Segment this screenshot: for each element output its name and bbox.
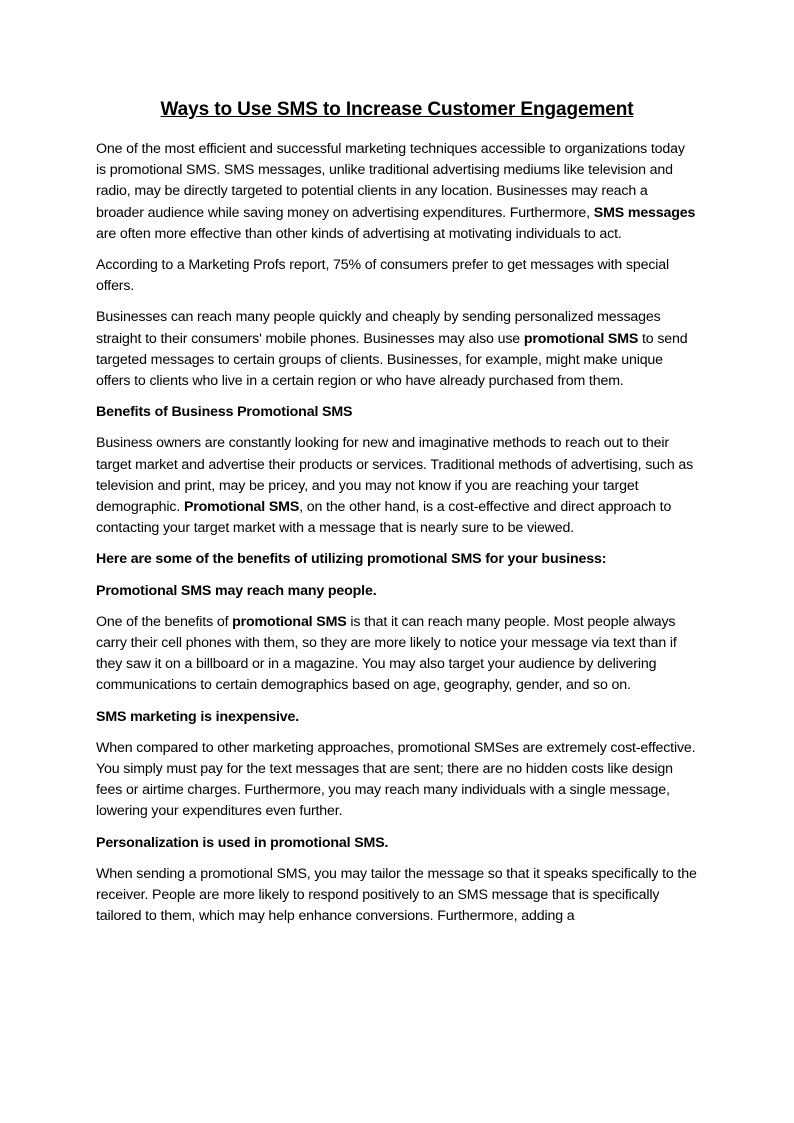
reach-benefit-paragraph — [96, 612, 698, 697]
report-paragraph: According to a Marketing Profs report, 75% of consumers prefer to get messages with special offers. — [96, 257, 670, 295]
text-run: Businesses can reach many people quickly and cheaply by sending personalized messages straight to their consumers' mobile phones. Businesses may also use — [96, 309, 661, 347]
text-run: to send targeted messages to certain groups of clients. Businesses, for example, might make unique offers to clients who live in a certain region or who have already purchased from them. — [96, 330, 688, 390]
document-body — [96, 97, 698, 938]
bold-term: promotional SMS — [523, 330, 639, 347]
bold-term: promotional SMS — [232, 613, 347, 630]
bold-term: SMS messages — [593, 204, 696, 221]
text-run: are often more effective than other kinds of advertising at motivating individuals to act. — [96, 225, 622, 242]
text-run: Business owners are constantly looking for new and imaginative methods to reach out to their target market and advertise their products or services. Traditional methods of advertising, such as television and print, may be pricey, and you may not know if you are reaching your target demographic. — [96, 435, 694, 516]
text-run: One of the benefits of — [96, 613, 233, 630]
section-heading-list-intro: Here are some of the benefits of utilizing promotional SMS for your business: — [96, 551, 607, 568]
subheading-personalization: Personalization is used in promotional SMS. — [96, 834, 389, 851]
subheading-inexpensive: SMS marketing is inexpensive. — [96, 708, 300, 725]
text-run: , on the other hand, is a cost-effective and direct approach to contacting your target market with a message that is nearly sure to be viewed. — [96, 499, 672, 537]
cost-paragraph: When compared to other marketing approaches, promotional SMSes are extremely cost-effective. You simply must pay for the text messages that are sent; there are no hidden costs like design fees or airtime charges. Furthermore, you may reach many individuals with a single message, lowering your expenditures even further. — [96, 739, 696, 820]
personalization-paragraph: When sending a promotional SMS, you may tailor the message so that it speaks specifically to the receiver. People are more likely to respond positively to an SMS message that is specifically tailored to them, which may help enhance conversions. Furthermore, adding a — [96, 865, 697, 925]
bold-term: Promotional SMS — [183, 499, 300, 516]
owners-paragraph — [96, 433, 698, 539]
page-title: Ways to Use SMS to Increase Customer Engagement — [160, 99, 634, 120]
text-run: One of the most efficient and successful marketing techniques accessible to organizations today is promotional SMS. SMS messages, unlike traditional advertising mediums like television and radio, may be directly targeted to potential clients in any location. Businesses may reach a broader audience while saving money on advertising expenditures. Furthermore, — [96, 141, 685, 221]
reach-paragraph — [96, 307, 698, 392]
subheading-reach: Promotional SMS may reach many people. — [96, 582, 377, 599]
section-heading-benefits: Benefits of Business Promotional SMS — [96, 404, 353, 421]
text-run: is that it can reach many people. Most people always carry their cell phones with them, so they are more likely to notice your message via text than if they saw it on a billboard or in a magazine. You may also target your audience by delivering communications to certain demographics based on age, geography, gender, and so on. — [96, 613, 677, 694]
intro-paragraph — [96, 139, 698, 245]
